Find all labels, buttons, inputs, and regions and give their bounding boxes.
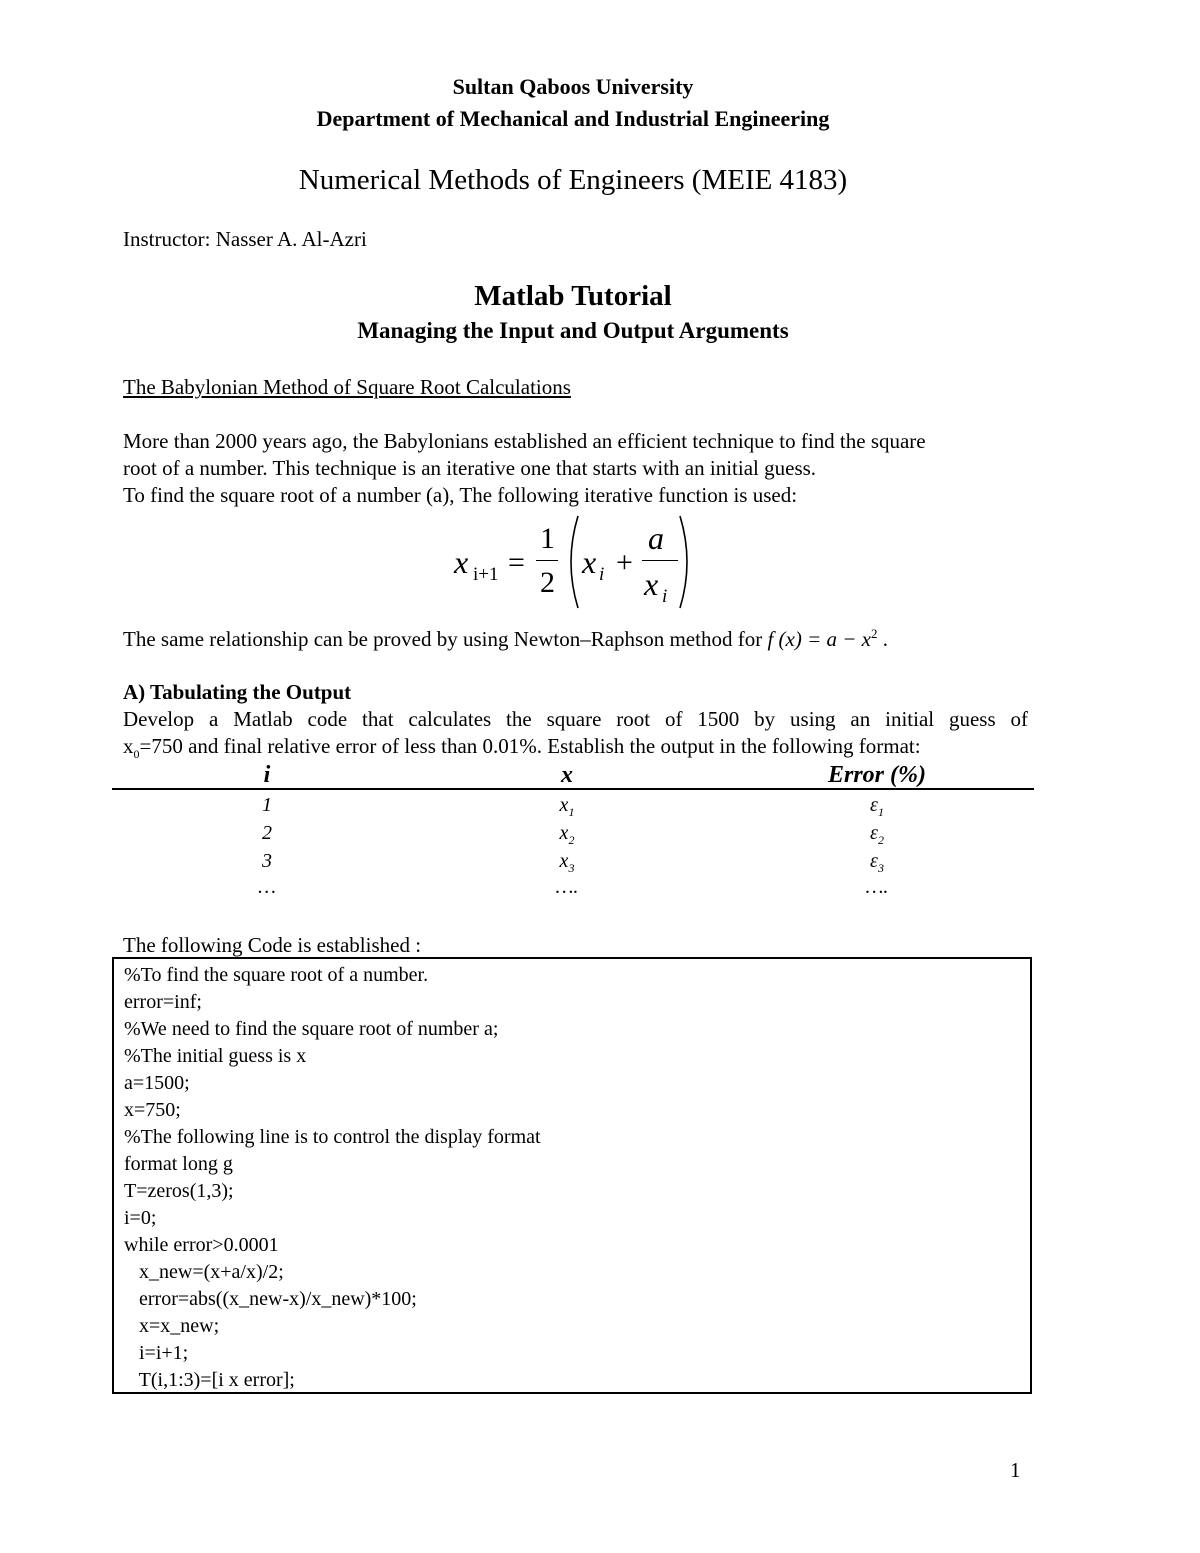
table-header-i: i: [263, 762, 271, 788]
table-header-error: Error (%): [827, 762, 926, 788]
part-a-line-1: Develop a Matlab code that calculates the square root of 1500 by using an initial guess of: [123, 707, 1028, 731]
code-line: x=750;: [124, 1099, 181, 1121]
eq-frac-den: x: [644, 566, 659, 602]
code-line: i=0;: [124, 1207, 157, 1229]
newton-formula: f (x) = a − x: [767, 627, 871, 651]
code-line: while error>0.0001: [124, 1234, 279, 1256]
code-line: T=zeros(1,3);: [124, 1180, 234, 1202]
code-line: %We need to find the square root of number a;: [124, 1018, 499, 1040]
table-row: 1: [262, 794, 272, 816]
eq-half-num: 1: [540, 522, 555, 555]
instructor-line: Instructor: Nasser A. Al-Azri: [123, 227, 367, 251]
eq-half-den: 2: [540, 566, 555, 599]
page-number: 1: [1010, 1458, 1021, 1482]
eq-plus: +: [616, 546, 633, 579]
table-row: 2: [262, 822, 272, 844]
code-box: [112, 957, 1032, 1394]
part-a-line-2-text: =750 and final relative error of less than 0.01%. Establish the output in the following format:: [139, 734, 921, 758]
table-row: 3: [262, 850, 272, 872]
code-line: %To find the square root of a number.: [124, 964, 429, 986]
code-line: format long g: [124, 1153, 233, 1175]
table-cell-x: $x_3$: [559, 850, 575, 875]
eq-lhs-x: x: [454, 544, 469, 580]
table-cell-x: $x_1$: [559, 794, 575, 819]
intro-line-2: root of a number. This technique is an iterative one that starts with an initial guess.: [123, 456, 817, 480]
part-a-heading: A) Tabulating the Output: [123, 680, 352, 704]
code-line: i=i+1;: [124, 1342, 189, 1364]
newton-raphson-line: [123, 620, 888, 653]
code-intro: The following Code is established :: [123, 933, 422, 957]
department-name: Department of Mechanical and Industrial Engineering: [316, 106, 830, 131]
eq-half-bar: [536, 560, 558, 561]
intro-line-1: More than 2000 years ago, the Babylonians established an efficient technique to find the square: [123, 429, 926, 453]
left-paren-icon: [562, 514, 582, 610]
tutorial-subtitle: Managing the Input and Output Arguments: [357, 318, 789, 343]
newton-end: .: [877, 627, 888, 651]
section-heading: The Babylonian Method of Square Root Calculations: [123, 375, 571, 399]
course-title: Numerical Methods of Engineers (MEIE 4183): [298, 164, 848, 196]
table-header-x: x: [561, 762, 573, 788]
table-cell-x: ….: [555, 876, 579, 898]
code-line: error=abs((x_new-x)/x_new)*100;: [124, 1288, 417, 1310]
x0-sub: 0: [133, 747, 140, 762]
table-row: …: [258, 876, 276, 898]
table-cell-error: $\varepsilon_1$: [870, 794, 884, 819]
table-cell-error: $\varepsilon_3$: [870, 850, 884, 875]
code-line: T(i,1:3)=[i x error];: [124, 1369, 295, 1391]
table-cell-error: $\varepsilon_2$: [870, 822, 884, 847]
code-line: a=1500;: [124, 1072, 190, 1094]
code-line: x_new=(x+a/x)/2;: [124, 1261, 284, 1283]
intro-line-3: To find the square root of a number (a), The following iterative function is used:: [123, 483, 798, 507]
eq-inner-sub: i: [599, 564, 605, 585]
right-paren-icon: [676, 514, 696, 610]
eq-frac-bar: [642, 560, 678, 561]
table-cell-error: ….: [865, 876, 889, 898]
code-line: %The following line is to control the display format: [124, 1126, 541, 1148]
eq-equals: =: [508, 546, 525, 579]
table-rule: [112, 788, 1034, 790]
x0-symbol: x: [123, 734, 134, 758]
university-name: Sultan Qaboos University: [452, 74, 694, 99]
eq-frac-num: a: [648, 520, 664, 556]
eq-inner-x: x: [582, 544, 597, 580]
newton-sup: 2: [871, 626, 878, 641]
babylonian-equation: [440, 510, 700, 610]
output-format-table: [112, 760, 1034, 910]
eq-lhs-sub: i+1: [473, 564, 499, 585]
code-line: error=inf;: [124, 991, 202, 1013]
tutorial-title: Matlab Tutorial: [474, 280, 672, 312]
newton-text: The same relationship can be proved by using Newton–Raphson method for: [123, 627, 768, 651]
code-line: %The initial guess is x: [124, 1045, 307, 1067]
table-cell-x: $x_2$: [559, 822, 575, 847]
eq-frac-den-sub: i: [662, 586, 668, 607]
code-line: x=x_new;: [124, 1315, 220, 1337]
